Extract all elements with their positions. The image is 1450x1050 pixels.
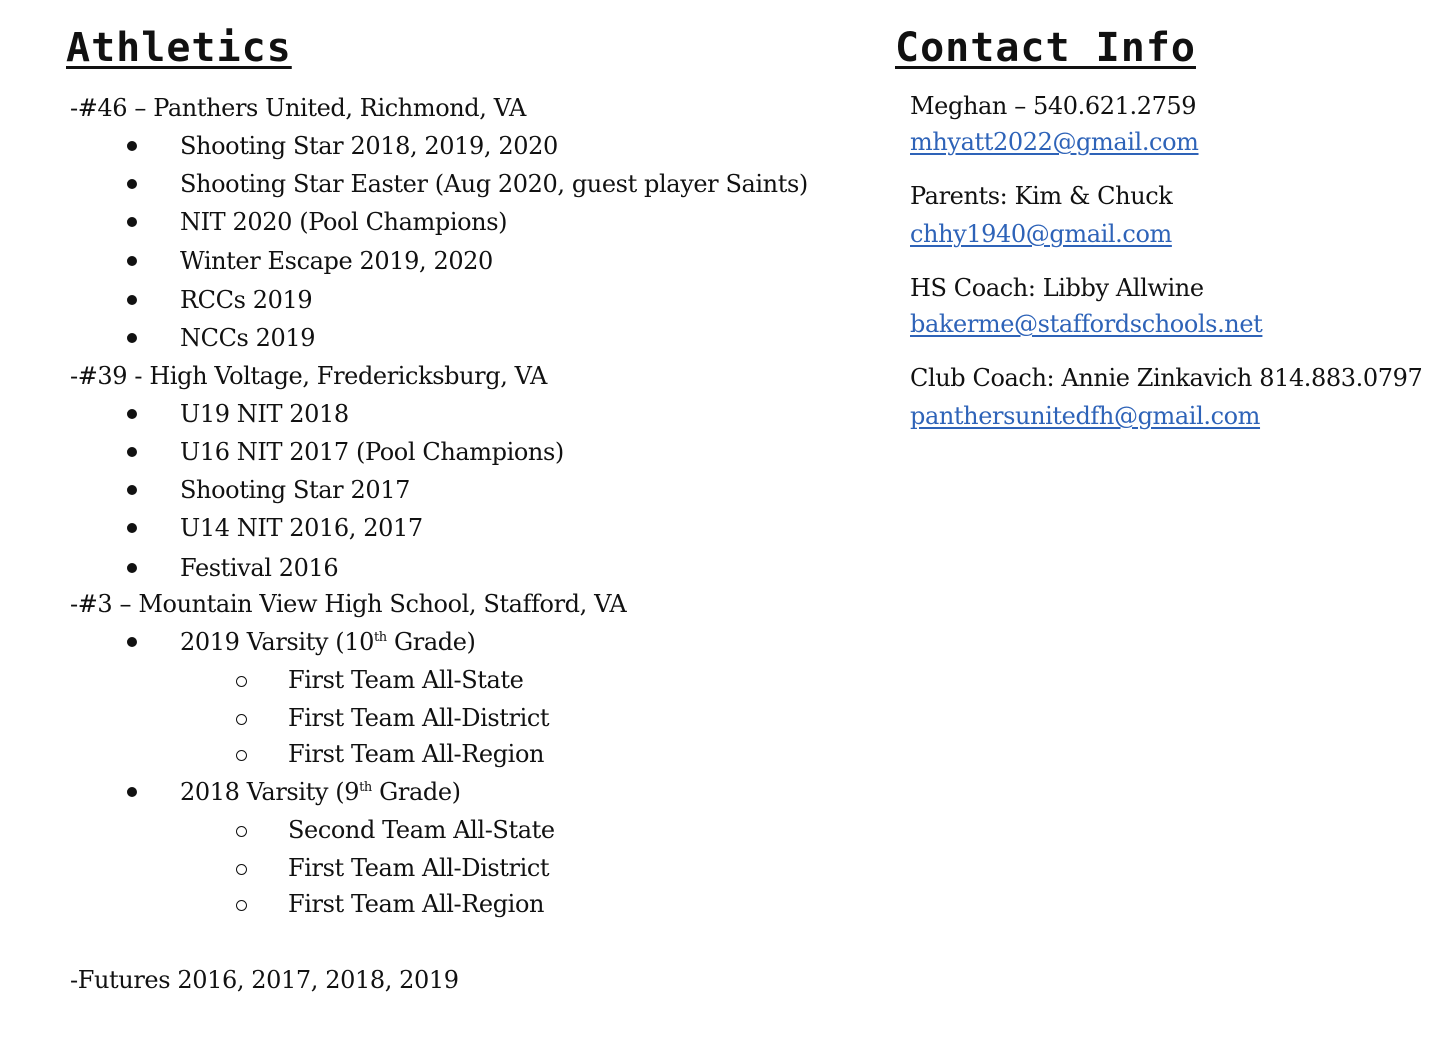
bullet-icon <box>127 409 137 419</box>
award-item: First Team All-Region <box>288 740 545 768</box>
award-item: First Team All-District <box>288 704 550 732</box>
season-2018-varsity <box>180 777 461 807</box>
team-mountain-view-title: -#3 – Mountain View High School, Stafford, VA <box>70 590 627 618</box>
list-item: Shooting Star Easter (Aug 2020, guest player Saints) <box>180 170 808 198</box>
season-text: 2019 Varsity (10 <box>180 628 374 656</box>
ordinal-suffix: th <box>359 780 372 795</box>
meghan-email-link[interactable]: mhyatt2022@gmail.com <box>910 128 1199 156</box>
list-item: Festival 2016 <box>180 554 339 582</box>
bullet-icon <box>127 179 137 189</box>
contact-hs-coach: HS Coach: Libby Allwine <box>910 274 1204 302</box>
list-item: U14 NIT 2016, 2017 <box>180 514 423 542</box>
sub-bullet-icon <box>236 714 247 725</box>
list-item: Shooting Star 2018, 2019, 2020 <box>180 132 558 160</box>
futures-line: -Futures 2016, 2017, 2018, 2019 <box>70 966 459 994</box>
bullet-icon <box>127 256 137 266</box>
bullet-icon <box>127 637 137 647</box>
sub-bullet-icon <box>236 900 247 911</box>
season-text-end: Grade) <box>371 778 461 806</box>
bullet-icon <box>127 563 137 573</box>
team-panthers-united-title: -#46 – Panthers United, Richmond, VA <box>70 94 526 122</box>
award-item: First Team All-State <box>288 666 524 694</box>
ordinal-suffix: th <box>373 630 387 645</box>
bullet-icon <box>127 295 137 305</box>
bullet-icon <box>127 787 137 797</box>
sub-bullet-icon <box>236 826 247 837</box>
hs-coach-email-link[interactable]: bakerme@staffordschools.net <box>910 310 1263 338</box>
award-item: Second Team All-State <box>288 816 555 844</box>
list-item: NCCs 2019 <box>180 324 316 352</box>
award-item: First Team All-Region <box>288 890 545 918</box>
list-item: NIT 2020 (Pool Champions) <box>180 208 508 236</box>
contact-heading: Contact Info <box>895 25 1196 71</box>
bullet-icon <box>127 333 137 343</box>
team-high-voltage-title: -#39 - High Voltage, Fredericksburg, VA <box>70 362 547 390</box>
bullet-icon <box>127 141 137 151</box>
season-text: 2018 Varsity (9 <box>180 778 360 806</box>
season-text-end: Grade) <box>386 628 476 656</box>
bullet-icon <box>127 523 137 533</box>
sub-bullet-icon <box>236 676 247 687</box>
season-2019-varsity <box>180 627 475 657</box>
award-item: First Team All-District <box>288 854 550 882</box>
list-item: Shooting Star 2017 <box>180 476 410 504</box>
sub-bullet-icon <box>236 750 247 761</box>
contact-club-coach: Club Coach: Annie Zinkavich 814.883.0797 <box>910 364 1423 392</box>
list-item: RCCs 2019 <box>180 286 313 314</box>
contact-meghan: Meghan – 540.621.2759 <box>910 92 1197 120</box>
club-coach-email-link[interactable]: panthersunitedfh@gmail.com <box>910 402 1261 430</box>
bullet-icon <box>127 217 137 227</box>
list-item: Winter Escape 2019, 2020 <box>180 247 493 275</box>
parents-email-link[interactable]: chhy1940@gmail.com <box>910 220 1172 248</box>
list-item: U16 NIT 2017 (Pool Champions) <box>180 438 564 466</box>
list-item: U19 NIT 2018 <box>180 400 349 428</box>
bullet-icon <box>127 447 137 457</box>
athletics-heading: Athletics <box>66 25 292 71</box>
contact-parents: Parents: Kim & Chuck <box>910 182 1173 210</box>
bullet-icon <box>127 485 137 495</box>
sub-bullet-icon <box>236 864 247 875</box>
